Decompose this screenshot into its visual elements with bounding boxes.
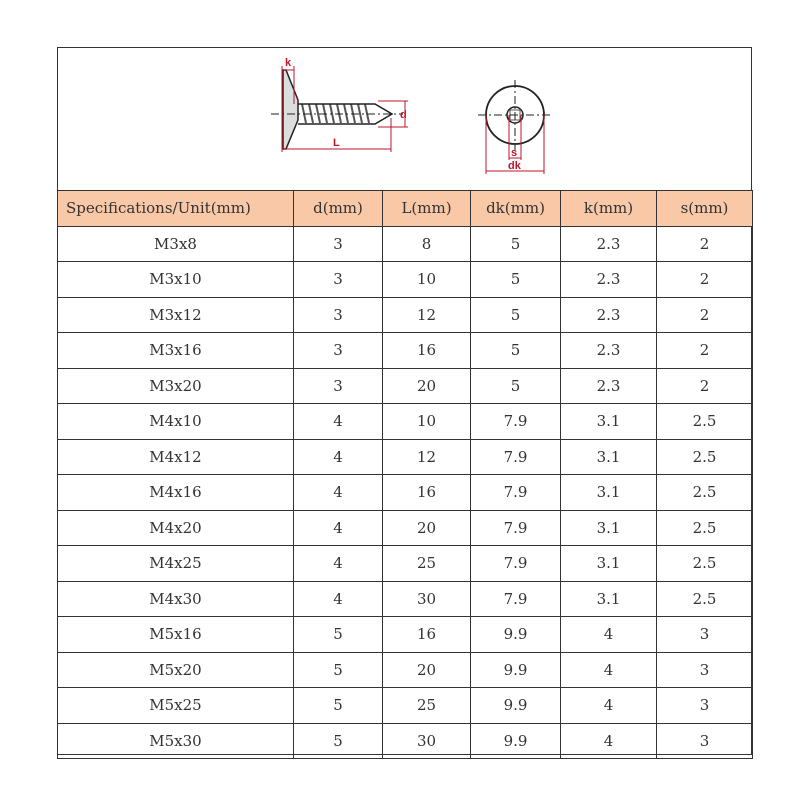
cell-d: 4 — [294, 546, 383, 582]
cell-dk: 9.9 — [471, 688, 561, 724]
table-row — [58, 226, 753, 262]
cell-s: 2 — [657, 333, 753, 369]
cell-d: 4 — [294, 510, 383, 546]
label-s: s — [511, 147, 518, 159]
header-dk: dk(mm) — [471, 191, 561, 227]
cell-spec: M4x16 — [58, 475, 294, 511]
cell-k: 4 — [561, 688, 657, 724]
spec-table — [57, 190, 753, 759]
cell-k: 2.3 — [561, 368, 657, 404]
cell-spec: M3x20 — [58, 368, 294, 404]
label-k: k — [285, 57, 292, 69]
cell-L: 25 — [383, 688, 471, 724]
header-s: s(mm) — [657, 191, 753, 227]
table-row — [58, 581, 753, 617]
cell-k: 2.3 — [561, 262, 657, 298]
cell-s: 2 — [657, 297, 753, 333]
table-row — [58, 510, 753, 546]
table-row — [58, 688, 753, 724]
cell-L: 16 — [383, 475, 471, 511]
cell-L: 30 — [383, 723, 471, 759]
cell-spec: M3x12 — [58, 297, 294, 333]
header-d: d(mm) — [294, 191, 383, 227]
cell-dk: 5 — [471, 368, 561, 404]
cell-L: 8 — [383, 226, 471, 262]
cell-L: 25 — [383, 546, 471, 582]
cell-s: 2 — [657, 262, 753, 298]
cell-L: 16 — [383, 333, 471, 369]
table-row — [58, 546, 753, 582]
cell-dk: 5 — [471, 333, 561, 369]
table-row — [58, 297, 753, 333]
table-row — [58, 652, 753, 688]
table-header-row — [58, 191, 753, 227]
cell-d: 4 — [294, 404, 383, 440]
cell-dk: 9.9 — [471, 652, 561, 688]
cell-spec: M4x10 — [58, 404, 294, 440]
cell-k: 3.1 — [561, 581, 657, 617]
cell-d: 3 — [294, 262, 383, 298]
cell-k: 3.1 — [561, 546, 657, 582]
cell-k: 4 — [561, 723, 657, 759]
label-L: L — [333, 137, 340, 149]
cell-k: 4 — [561, 617, 657, 653]
cell-s: 2.5 — [657, 510, 753, 546]
cell-s: 2 — [657, 226, 753, 262]
cell-s: 3 — [657, 723, 753, 759]
header-k: k(mm) — [561, 191, 657, 227]
header-specification: Specifications/Unit(mm) — [58, 191, 294, 227]
cell-s: 2.5 — [657, 581, 753, 617]
cell-d: 4 — [294, 581, 383, 617]
cell-L: 12 — [383, 297, 471, 333]
cell-s: 2 — [657, 368, 753, 404]
table-row — [58, 404, 753, 440]
cell-spec: M3x16 — [58, 333, 294, 369]
cell-d: 5 — [294, 617, 383, 653]
cell-L: 10 — [383, 262, 471, 298]
cell-s: 2.5 — [657, 546, 753, 582]
cell-L: 30 — [383, 581, 471, 617]
label-d: d — [400, 109, 407, 121]
cell-d: 3 — [294, 297, 383, 333]
cell-spec: M5x25 — [58, 688, 294, 724]
cell-dk: 5 — [471, 297, 561, 333]
cell-dk: 7.9 — [471, 404, 561, 440]
cell-k: 3.1 — [561, 404, 657, 440]
cell-L: 10 — [383, 404, 471, 440]
cell-L: 20 — [383, 510, 471, 546]
cell-dk: 5 — [471, 226, 561, 262]
table-row — [58, 368, 753, 404]
cell-d: 5 — [294, 688, 383, 724]
cell-spec: M4x25 — [58, 546, 294, 582]
cell-L: 20 — [383, 368, 471, 404]
cell-spec: M3x10 — [58, 262, 294, 298]
cell-k: 2.3 — [561, 297, 657, 333]
label-dk: dk — [508, 160, 521, 172]
table-row — [58, 262, 753, 298]
cell-spec: M3x8 — [58, 226, 294, 262]
cell-dk: 5 — [471, 262, 561, 298]
spec-sheet — [57, 47, 752, 755]
cell-s: 2.5 — [657, 404, 753, 440]
cell-spec: M4x12 — [58, 439, 294, 475]
cell-spec: M5x16 — [58, 617, 294, 653]
cell-dk: 7.9 — [471, 581, 561, 617]
table-row — [58, 617, 753, 653]
cell-spec: M4x20 — [58, 510, 294, 546]
cell-k: 2.3 — [561, 226, 657, 262]
cell-dk: 7.9 — [471, 510, 561, 546]
cell-dk: 7.9 — [471, 546, 561, 582]
table-row — [58, 475, 753, 511]
cell-dk: 7.9 — [471, 475, 561, 511]
cell-s: 3 — [657, 688, 753, 724]
cell-spec: M5x30 — [58, 723, 294, 759]
cell-d: 4 — [294, 439, 383, 475]
cell-L: 16 — [383, 617, 471, 653]
cell-d: 3 — [294, 333, 383, 369]
cell-k: 4 — [561, 652, 657, 688]
cell-s: 3 — [657, 617, 753, 653]
screw-diagram — [58, 48, 751, 190]
cell-k: 3.1 — [561, 439, 657, 475]
cell-L: 20 — [383, 652, 471, 688]
header-L: L(mm) — [383, 191, 471, 227]
table-row — [58, 723, 753, 759]
cell-dk: 9.9 — [471, 617, 561, 653]
cell-dk: 9.9 — [471, 723, 561, 759]
cell-s: 3 — [657, 652, 753, 688]
cell-k: 3.1 — [561, 475, 657, 511]
cell-k: 3.1 — [561, 510, 657, 546]
cell-d: 5 — [294, 723, 383, 759]
cell-spec: M4x30 — [58, 581, 294, 617]
cell-L: 12 — [383, 439, 471, 475]
cell-d: 3 — [294, 368, 383, 404]
cell-d: 5 — [294, 652, 383, 688]
table-row — [58, 439, 753, 475]
cell-s: 2.5 — [657, 475, 753, 511]
cell-spec: M5x20 — [58, 652, 294, 688]
cell-s: 2.5 — [657, 439, 753, 475]
table-row — [58, 333, 753, 369]
cell-d: 3 — [294, 226, 383, 262]
cell-d: 4 — [294, 475, 383, 511]
cell-k: 2.3 — [561, 333, 657, 369]
cell-dk: 7.9 — [471, 439, 561, 475]
